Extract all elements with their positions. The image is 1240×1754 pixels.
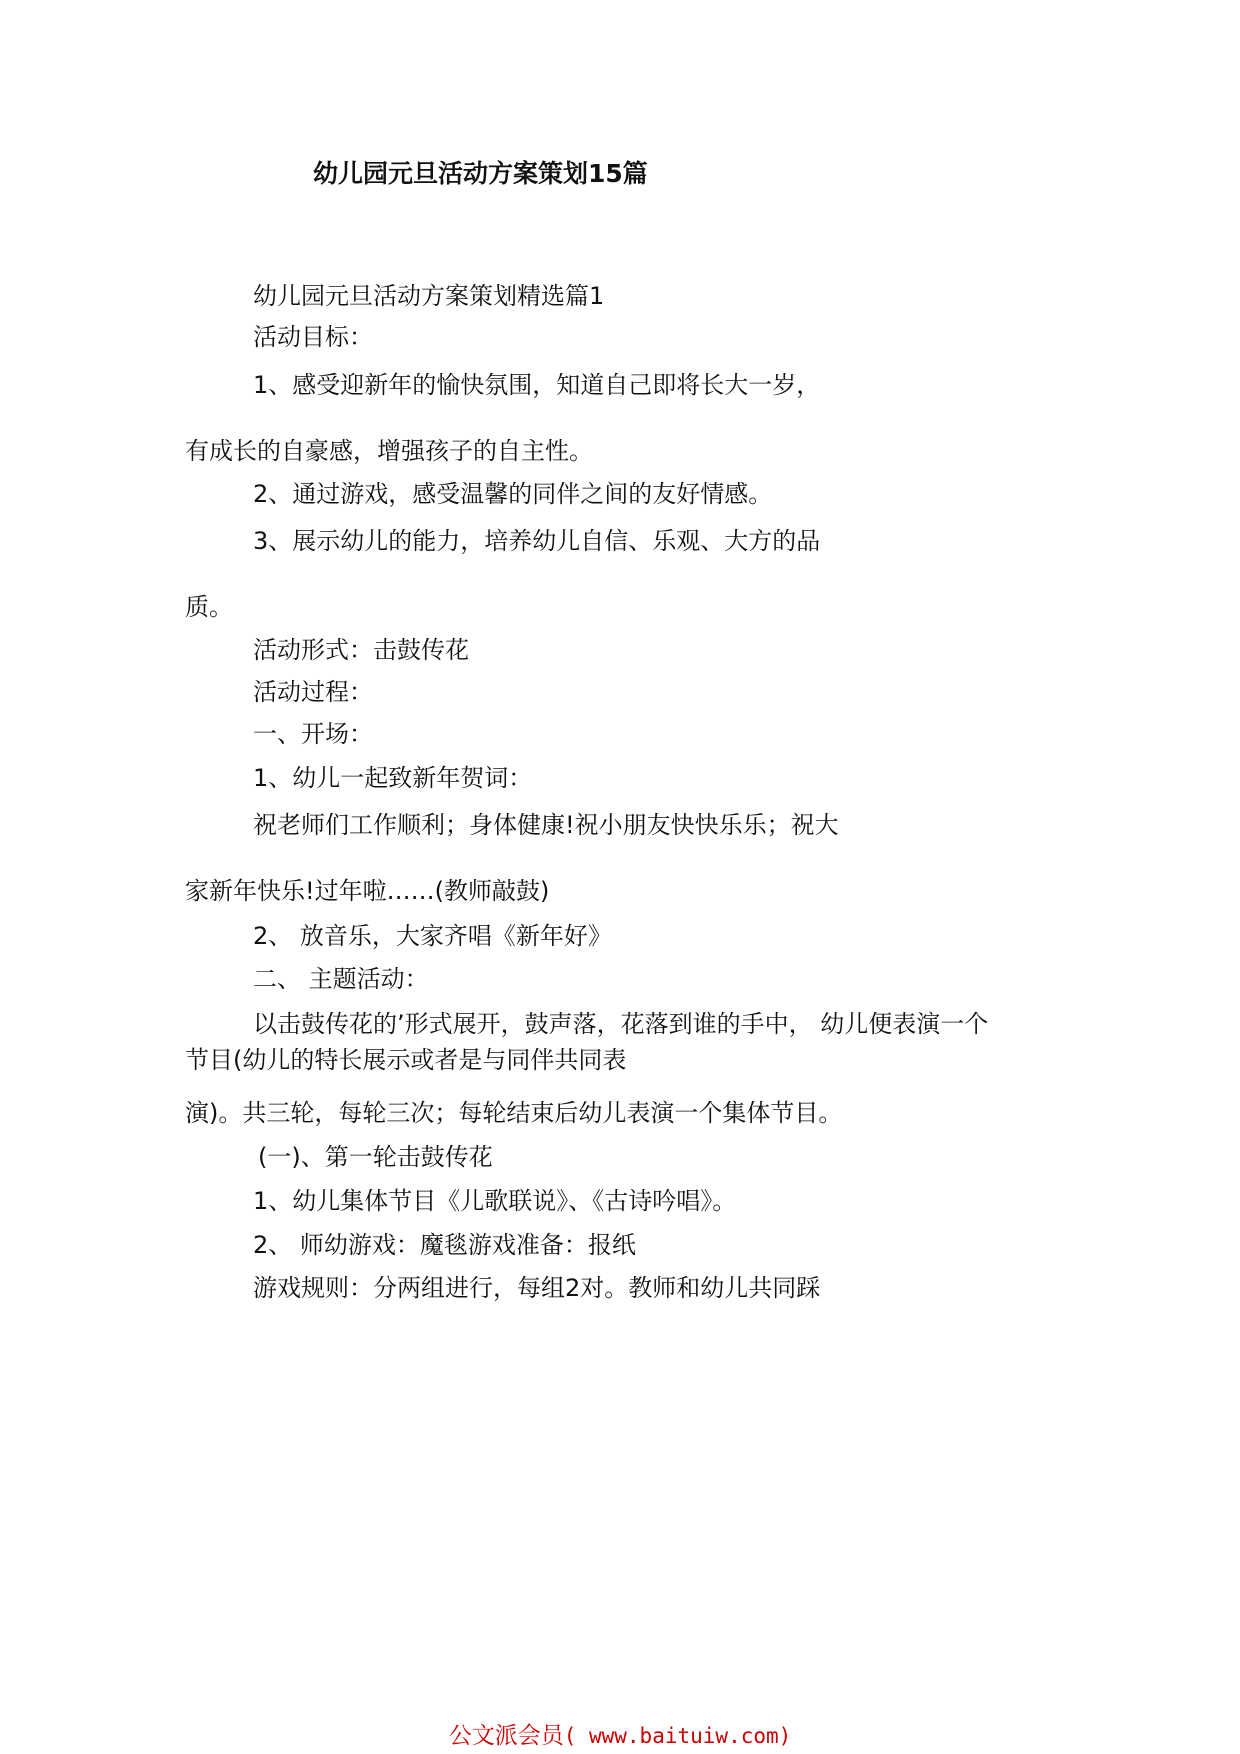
footer-watermark[interactable] (0, 1717, 1240, 1750)
paragraph-line: 1、幼儿一起致新年贺词： (253, 764, 533, 792)
paragraph-line: 演)。共三轮，每轮三次；每轮结束后幼儿表演一个集体节目。 (185, 1099, 843, 1127)
paragraph-line: 3、展示幼儿的能力，培养幼儿自信、乐观、大方的品 (253, 527, 821, 555)
paragraph-line: 质。 (185, 593, 233, 621)
paragraph-line: 1、幼儿集体节目《儿歌联说》、《古诗吟唱》。 (253, 1187, 737, 1215)
paragraph-line: 以击鼓传花的’形式展开，鼓声落，花落到谁的手中， 幼儿便表演一个 (253, 1010, 989, 1038)
paragraph-line: 2、 师幼游戏：魔毯游戏准备：报纸 (253, 1231, 636, 1259)
footer-brand: 公文派会员 (448, 1723, 564, 1749)
paragraph-line: 2、 放音乐，大家齐唱《新年好》 (253, 922, 612, 950)
paragraph-line: 活动目标： (253, 323, 373, 351)
paragraph-line: 二、 主题活动： (253, 965, 429, 993)
paragraph-line: 活动过程： (253, 678, 373, 706)
paragraph-line: 游戏规则：分两组进行，每组2对。教师和幼儿共同踩 (253, 1274, 821, 1302)
paragraph-line: 1、感受迎新年的愉快氛围，知道自己即将长大一岁， (253, 371, 821, 399)
section-heading: 幼儿园元旦活动方案策划精选篇1 (253, 282, 605, 310)
paragraph-line: 家新年快乐!过年啦……(教师敲鼓) (185, 877, 550, 905)
footer-url[interactable]: ( www.baituiw.com) (563, 1724, 792, 1748)
paragraph-line: 祝老师们工作顺利；身体健康!祝小朋友快快乐乐；祝大 (253, 811, 839, 839)
paragraph-line: 节目(幼儿的特长展示或者是与同伴共同表 (185, 1046, 627, 1074)
paragraph-line: 2、通过游戏，感受温馨的同伴之间的友好情感。 (253, 480, 773, 508)
document-title: 幼儿园元旦活动方案策划15篇 (313, 159, 648, 188)
paragraph-line: 一、开场： (253, 720, 373, 748)
paragraph-line: 有成长的自豪感，增强孩子的自主性。 (185, 437, 593, 465)
paragraph-line: (一)、第一轮击鼓传花 (258, 1143, 493, 1171)
paragraph-line: 活动形式：击鼓传花 (253, 636, 469, 664)
